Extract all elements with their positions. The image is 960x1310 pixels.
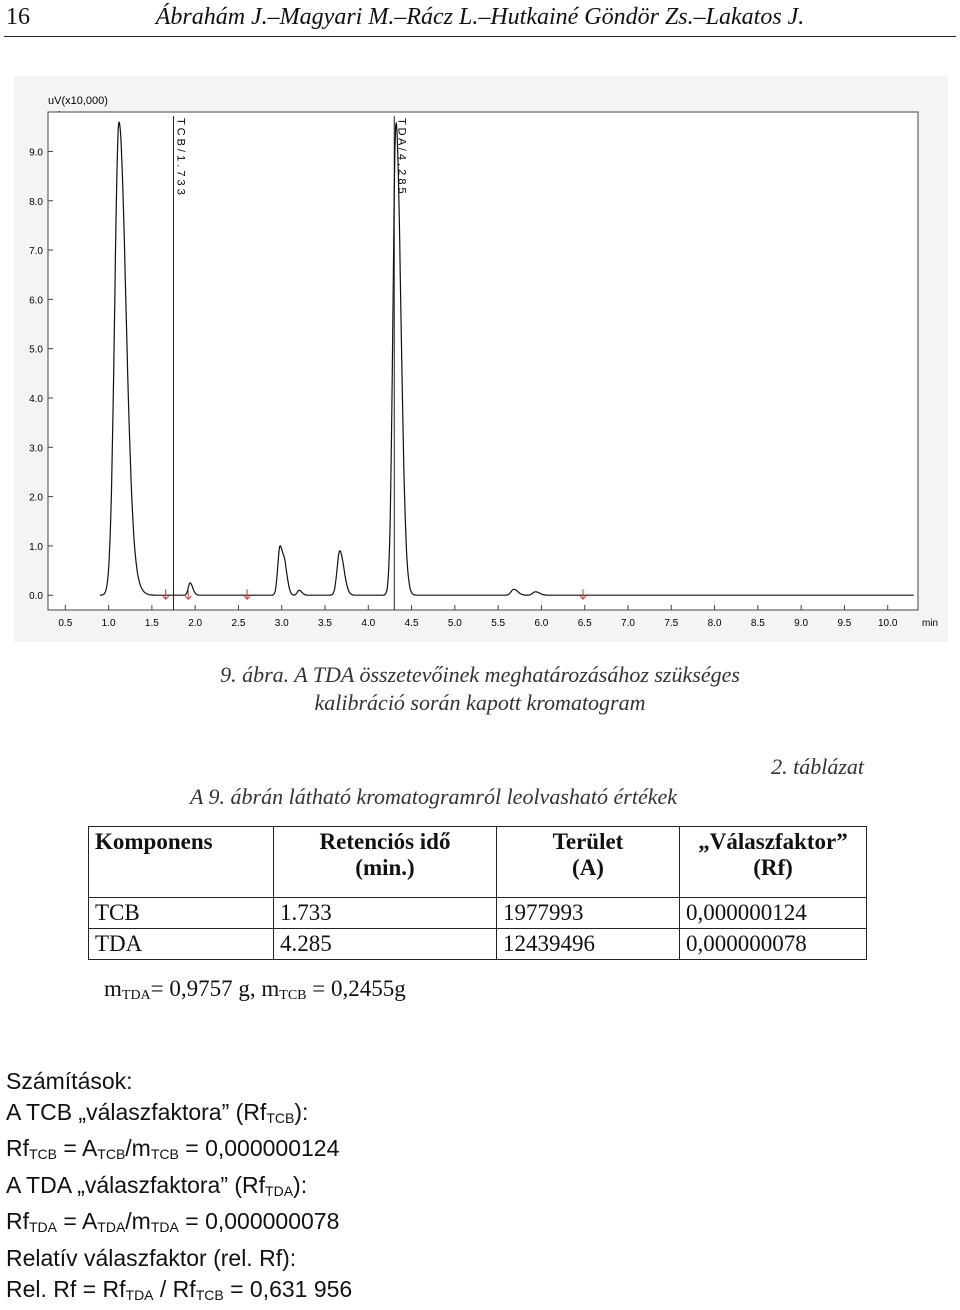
x-tick-label: 8.5 xyxy=(750,618,765,629)
cell-rt: 1.733 xyxy=(274,898,497,929)
x-tick-label: 4.0 xyxy=(361,618,376,629)
running-head-authors: Ábrahám J.–Magyari M.–Rácz L.–Hutkainé Göndör Zs.–Lakatos J. xyxy=(155,4,805,30)
calc-heading: Számítások: xyxy=(6,1068,133,1094)
calc-line: A TCB „válaszfaktora” $(Rf_{TCB})$: xyxy=(6,1098,309,1126)
x-tick-label: 1.5 xyxy=(144,618,159,629)
y-tick-label: 0.0 xyxy=(29,591,43,603)
table-row xyxy=(89,898,867,929)
x-tick-label: 7.5 xyxy=(664,618,679,629)
table-title: A 9. ábrán látható kromatogramról leolvasható értékek xyxy=(190,784,677,809)
x-tick-label: 0.5 xyxy=(58,618,73,629)
x-tick-label: 5.0 xyxy=(447,618,462,629)
x-tick-label: 3.5 xyxy=(318,618,332,629)
cell-rf: 0,000000078 xyxy=(680,929,867,960)
header-retention: Retenciós idő (min.) xyxy=(274,827,497,898)
y-tick-label: 8.0 xyxy=(29,196,43,208)
x-tick-label: 6.0 xyxy=(534,618,549,629)
y-unit-label: uV(x10,000) xyxy=(48,95,108,107)
x-tick-label: 8.0 xyxy=(707,618,722,629)
y-tick-label: 1.0 xyxy=(29,541,43,553)
calc-line: $Rf_{TCB} = A_{TCB}/m_{TCB} = 0,000000124$ xyxy=(6,1135,340,1163)
header-area: Terület (A) xyxy=(497,827,680,898)
cell-area: 1977993 xyxy=(497,898,680,929)
calc-line: Relatív válaszfaktor (rel. Rf): xyxy=(6,1244,297,1271)
x-tick-label: 9.0 xyxy=(794,618,809,629)
y-tick-label: 5.0 xyxy=(29,344,43,356)
x-tick-label: 2.0 xyxy=(188,618,203,629)
x-tick-label: 3.0 xyxy=(274,618,289,629)
peak-label-tcb: T C B / 1 . 7 3 3 xyxy=(174,118,187,195)
chromatogram-figure xyxy=(14,76,948,642)
y-tick-label: 4.0 xyxy=(29,393,43,405)
peak-label-tda: T D A / 4 . 2 8 5 xyxy=(395,118,408,194)
y-tick-label: 2.0 xyxy=(29,492,43,504)
mass-line: $m_{TDA}= 0,9757$ g, $m_{TCB} = 0,2455g$ xyxy=(104,976,406,1003)
y-tick-label: 6.0 xyxy=(29,295,43,307)
x-tick-label: 9.5 xyxy=(837,618,852,629)
x-tick-label: 5.5 xyxy=(491,618,506,629)
x-tick-label: 10.0 xyxy=(877,618,898,629)
x-tick-label: 7.0 xyxy=(621,618,635,629)
table-header-row xyxy=(89,827,867,898)
cell-area: 12439496 xyxy=(497,929,680,960)
cell-rf: 0,000000124 xyxy=(680,898,867,929)
cell-name: TDA xyxy=(89,929,274,960)
x-tick-label: 1.0 xyxy=(101,618,116,629)
results-table xyxy=(88,826,867,960)
calc-line: A TDA „válaszfaktora” $(Rf_{TDA})$: xyxy=(6,1171,308,1199)
calc-line: Rel. $Rf = Rf_{TDA} / Rf_{TCB} = 0,631$ 956 xyxy=(6,1275,353,1303)
x-unit-label: min xyxy=(922,618,939,629)
figure-caption-line2: kalibráció során kapott kromatogram xyxy=(314,690,646,715)
page-number: 16 xyxy=(6,4,30,30)
header-rule xyxy=(4,36,956,37)
figure-caption-line1: 9. ábra. A TDA összetevőinek meghatározásához szükséges xyxy=(220,662,740,687)
x-tick-label: 4.5 xyxy=(404,618,419,629)
page-header xyxy=(0,0,960,38)
calc-line: $Rf_{TDA} = A_{TDA}/m_{TDA} = 0,000000078$ xyxy=(6,1208,340,1236)
y-tick-label: 3.0 xyxy=(29,443,43,455)
calculations xyxy=(6,1066,352,1310)
y-tick-label: 9.0 xyxy=(29,147,43,159)
table-number: 2. táblázat xyxy=(771,754,864,779)
chromatogram-svg xyxy=(14,76,948,642)
header-response-factor: „Válaszfaktor” (Rf) xyxy=(680,827,867,898)
y-tick-label: 7.0 xyxy=(29,246,43,258)
x-tick-label: 2.5 xyxy=(231,618,246,629)
header-component: Komponens xyxy=(89,827,274,898)
cell-name: TCB xyxy=(89,898,274,929)
cell-rt: 4.285 xyxy=(274,929,497,960)
x-tick-label: 6.5 xyxy=(577,618,592,629)
table-row xyxy=(89,929,867,960)
